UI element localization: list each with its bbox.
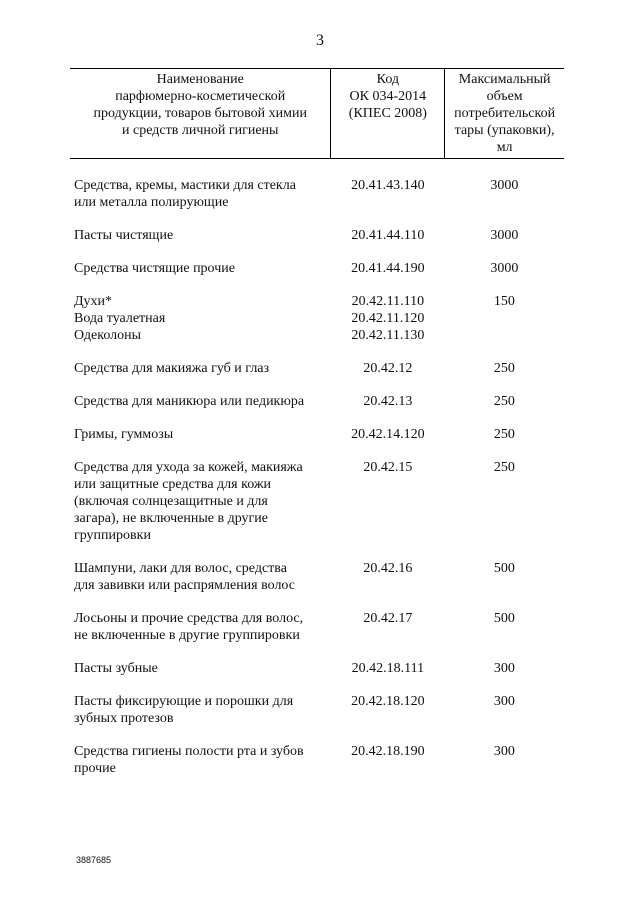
product-name-line: Средства, кремы, мастики для стекла bbox=[74, 178, 296, 193]
okpd-code-cell bbox=[331, 660, 445, 693]
okpd-code-cell bbox=[331, 459, 445, 560]
header-name bbox=[70, 69, 331, 159]
header-code-line: (КПЕС 2008) bbox=[348, 106, 427, 121]
header-spacer bbox=[70, 159, 564, 178]
table-row bbox=[70, 260, 564, 293]
max-volume-cell: 300 bbox=[493, 744, 515, 759]
product-name-cell bbox=[70, 260, 331, 293]
okpd-code: 20.42.12 bbox=[363, 361, 413, 376]
okpd-code-cell bbox=[331, 393, 445, 426]
table-row bbox=[70, 660, 564, 693]
header-max-line: потребительской bbox=[454, 106, 556, 121]
max-volume-cell: 3000 bbox=[490, 178, 519, 193]
document-id: 3887685 bbox=[76, 855, 112, 865]
product-name-line: Вода туалетная bbox=[74, 311, 166, 326]
product-name-cell bbox=[70, 393, 331, 426]
okpd-code: 20.42.14.120 bbox=[351, 427, 425, 442]
header-max-line: мл bbox=[496, 140, 513, 155]
table-row bbox=[70, 560, 564, 610]
product-name-cell bbox=[70, 459, 331, 560]
okpd-code: 20.42.11.130 bbox=[351, 328, 425, 343]
header-name-line: и средств личной гигиены bbox=[122, 123, 279, 138]
okpd-code: 20.42.11.120 bbox=[351, 311, 425, 326]
okpd-code-cell bbox=[331, 293, 445, 360]
table-row bbox=[70, 393, 564, 426]
table-row bbox=[70, 743, 564, 793]
okpd-code-cell bbox=[331, 227, 445, 260]
okpd-code-cell bbox=[331, 693, 445, 743]
product-name-line: (включая солнцезащитные и для bbox=[74, 494, 268, 509]
product-name-line: группировки bbox=[74, 528, 151, 543]
okpd-code-cell bbox=[331, 610, 445, 660]
header-name-line: парфюмерно-косметической bbox=[115, 89, 286, 104]
max-volume-cell: 300 bbox=[493, 661, 515, 676]
product-name-line: Духи* bbox=[74, 294, 113, 309]
product-name-line: Одеколоны bbox=[74, 328, 142, 343]
okpd-code: 20.42.13 bbox=[363, 394, 413, 409]
product-name-line: зубных протезов bbox=[74, 711, 174, 726]
product-name-cell bbox=[70, 227, 331, 260]
table-header-row bbox=[70, 69, 564, 159]
okpd-code: 20.42.15 bbox=[363, 460, 413, 475]
okpd-code-cell bbox=[331, 426, 445, 459]
okpd-code: 20.42.18.111 bbox=[351, 661, 425, 676]
okpd-code: 20.42.11.110 bbox=[351, 294, 425, 309]
product-name-cell bbox=[70, 426, 331, 459]
product-name-line: Пасты фиксирующие и порошки для bbox=[74, 694, 294, 709]
header-code-line: Код bbox=[376, 72, 400, 87]
product-name-line: Шампуни, лаки для волос, средства bbox=[74, 561, 287, 576]
okpd-code: 20.42.16 bbox=[363, 561, 413, 576]
header-code-line: ОК 034-2014 bbox=[349, 89, 427, 104]
max-volume-cell: 300 bbox=[493, 694, 515, 709]
product-name-cell bbox=[70, 360, 331, 393]
okpd-code: 20.42.17 bbox=[363, 611, 413, 626]
table-row bbox=[70, 459, 564, 560]
products-table bbox=[70, 68, 564, 793]
max-volume-cell: 250 bbox=[493, 361, 515, 376]
max-volume-cell: 150 bbox=[493, 294, 515, 309]
product-name-cell bbox=[70, 177, 331, 227]
okpd-code-cell bbox=[331, 560, 445, 610]
okpd-code: 20.41.44.110 bbox=[351, 228, 425, 243]
max-volume-cell: 3000 bbox=[490, 261, 519, 276]
product-name-line: или металла полирующие bbox=[74, 195, 229, 210]
okpd-code-cell bbox=[331, 260, 445, 293]
okpd-code: 20.42.18.190 bbox=[351, 744, 425, 759]
table-row bbox=[70, 227, 564, 260]
okpd-code: 20.41.43.140 bbox=[351, 178, 425, 193]
product-name-cell bbox=[70, 560, 331, 610]
header-code bbox=[331, 69, 445, 159]
product-name-cell bbox=[70, 293, 331, 360]
max-volume-cell: 500 bbox=[493, 561, 515, 576]
okpd-code-cell bbox=[331, 177, 445, 227]
table-row bbox=[70, 177, 564, 227]
product-name-line: или защитные средства для кожи bbox=[74, 477, 272, 492]
product-name-line: Средства для макияжа губ и глаз bbox=[74, 361, 270, 376]
product-name-cell bbox=[70, 693, 331, 743]
max-volume-cell: 250 bbox=[493, 427, 515, 442]
max-volume-cell: 250 bbox=[493, 460, 515, 475]
table-row bbox=[70, 610, 564, 660]
table-row bbox=[70, 360, 564, 393]
product-name-line: не включенные в другие группировки bbox=[74, 628, 300, 643]
product-name-line: Гримы, гуммозы bbox=[74, 427, 174, 442]
header-max-line: Максимальный bbox=[458, 72, 551, 87]
product-name-line: Средства для маникюра или педикюра bbox=[74, 394, 305, 409]
okpd-code-cell bbox=[331, 743, 445, 793]
product-name-cell bbox=[70, 660, 331, 693]
product-name-line: Пасты чистящие bbox=[74, 228, 174, 243]
max-volume-cell: 500 bbox=[493, 611, 515, 626]
header-name-line: Наименование bbox=[156, 72, 244, 87]
product-name-line: Средства гигиены полости рта и зубов bbox=[74, 744, 304, 759]
okpd-code: 20.41.44.190 bbox=[351, 261, 425, 276]
product-name-line: Пасты зубные bbox=[74, 661, 158, 676]
product-name-line: загара), не включенные в другие bbox=[74, 511, 268, 526]
header-max-volume bbox=[445, 69, 564, 159]
page-number: 3 bbox=[316, 32, 324, 49]
okpd-code: 20.42.18.120 bbox=[351, 694, 425, 709]
header-max-line: тары (упаковки), bbox=[454, 123, 555, 138]
table-row bbox=[70, 293, 564, 360]
max-volume-cell: 250 bbox=[493, 394, 515, 409]
max-volume-cell: 3000 bbox=[490, 228, 519, 243]
product-name-line: для завивки или распрямления волос bbox=[74, 578, 295, 593]
table-row bbox=[70, 693, 564, 743]
product-name-line: Лосьоны и прочие средства для волос, bbox=[74, 611, 304, 626]
header-max-line: объем bbox=[486, 89, 523, 104]
product-name-line: прочие bbox=[74, 761, 116, 776]
product-name-line: Средства чистящие прочие bbox=[74, 261, 235, 276]
product-name-cell bbox=[70, 610, 331, 660]
table-row bbox=[70, 426, 564, 459]
okpd-code-cell bbox=[331, 360, 445, 393]
header-name-line: продукции, товаров бытовой химии bbox=[93, 106, 307, 121]
product-name-cell bbox=[70, 743, 331, 793]
product-name-line: Средства для ухода за кожей, макияжа bbox=[74, 460, 303, 475]
